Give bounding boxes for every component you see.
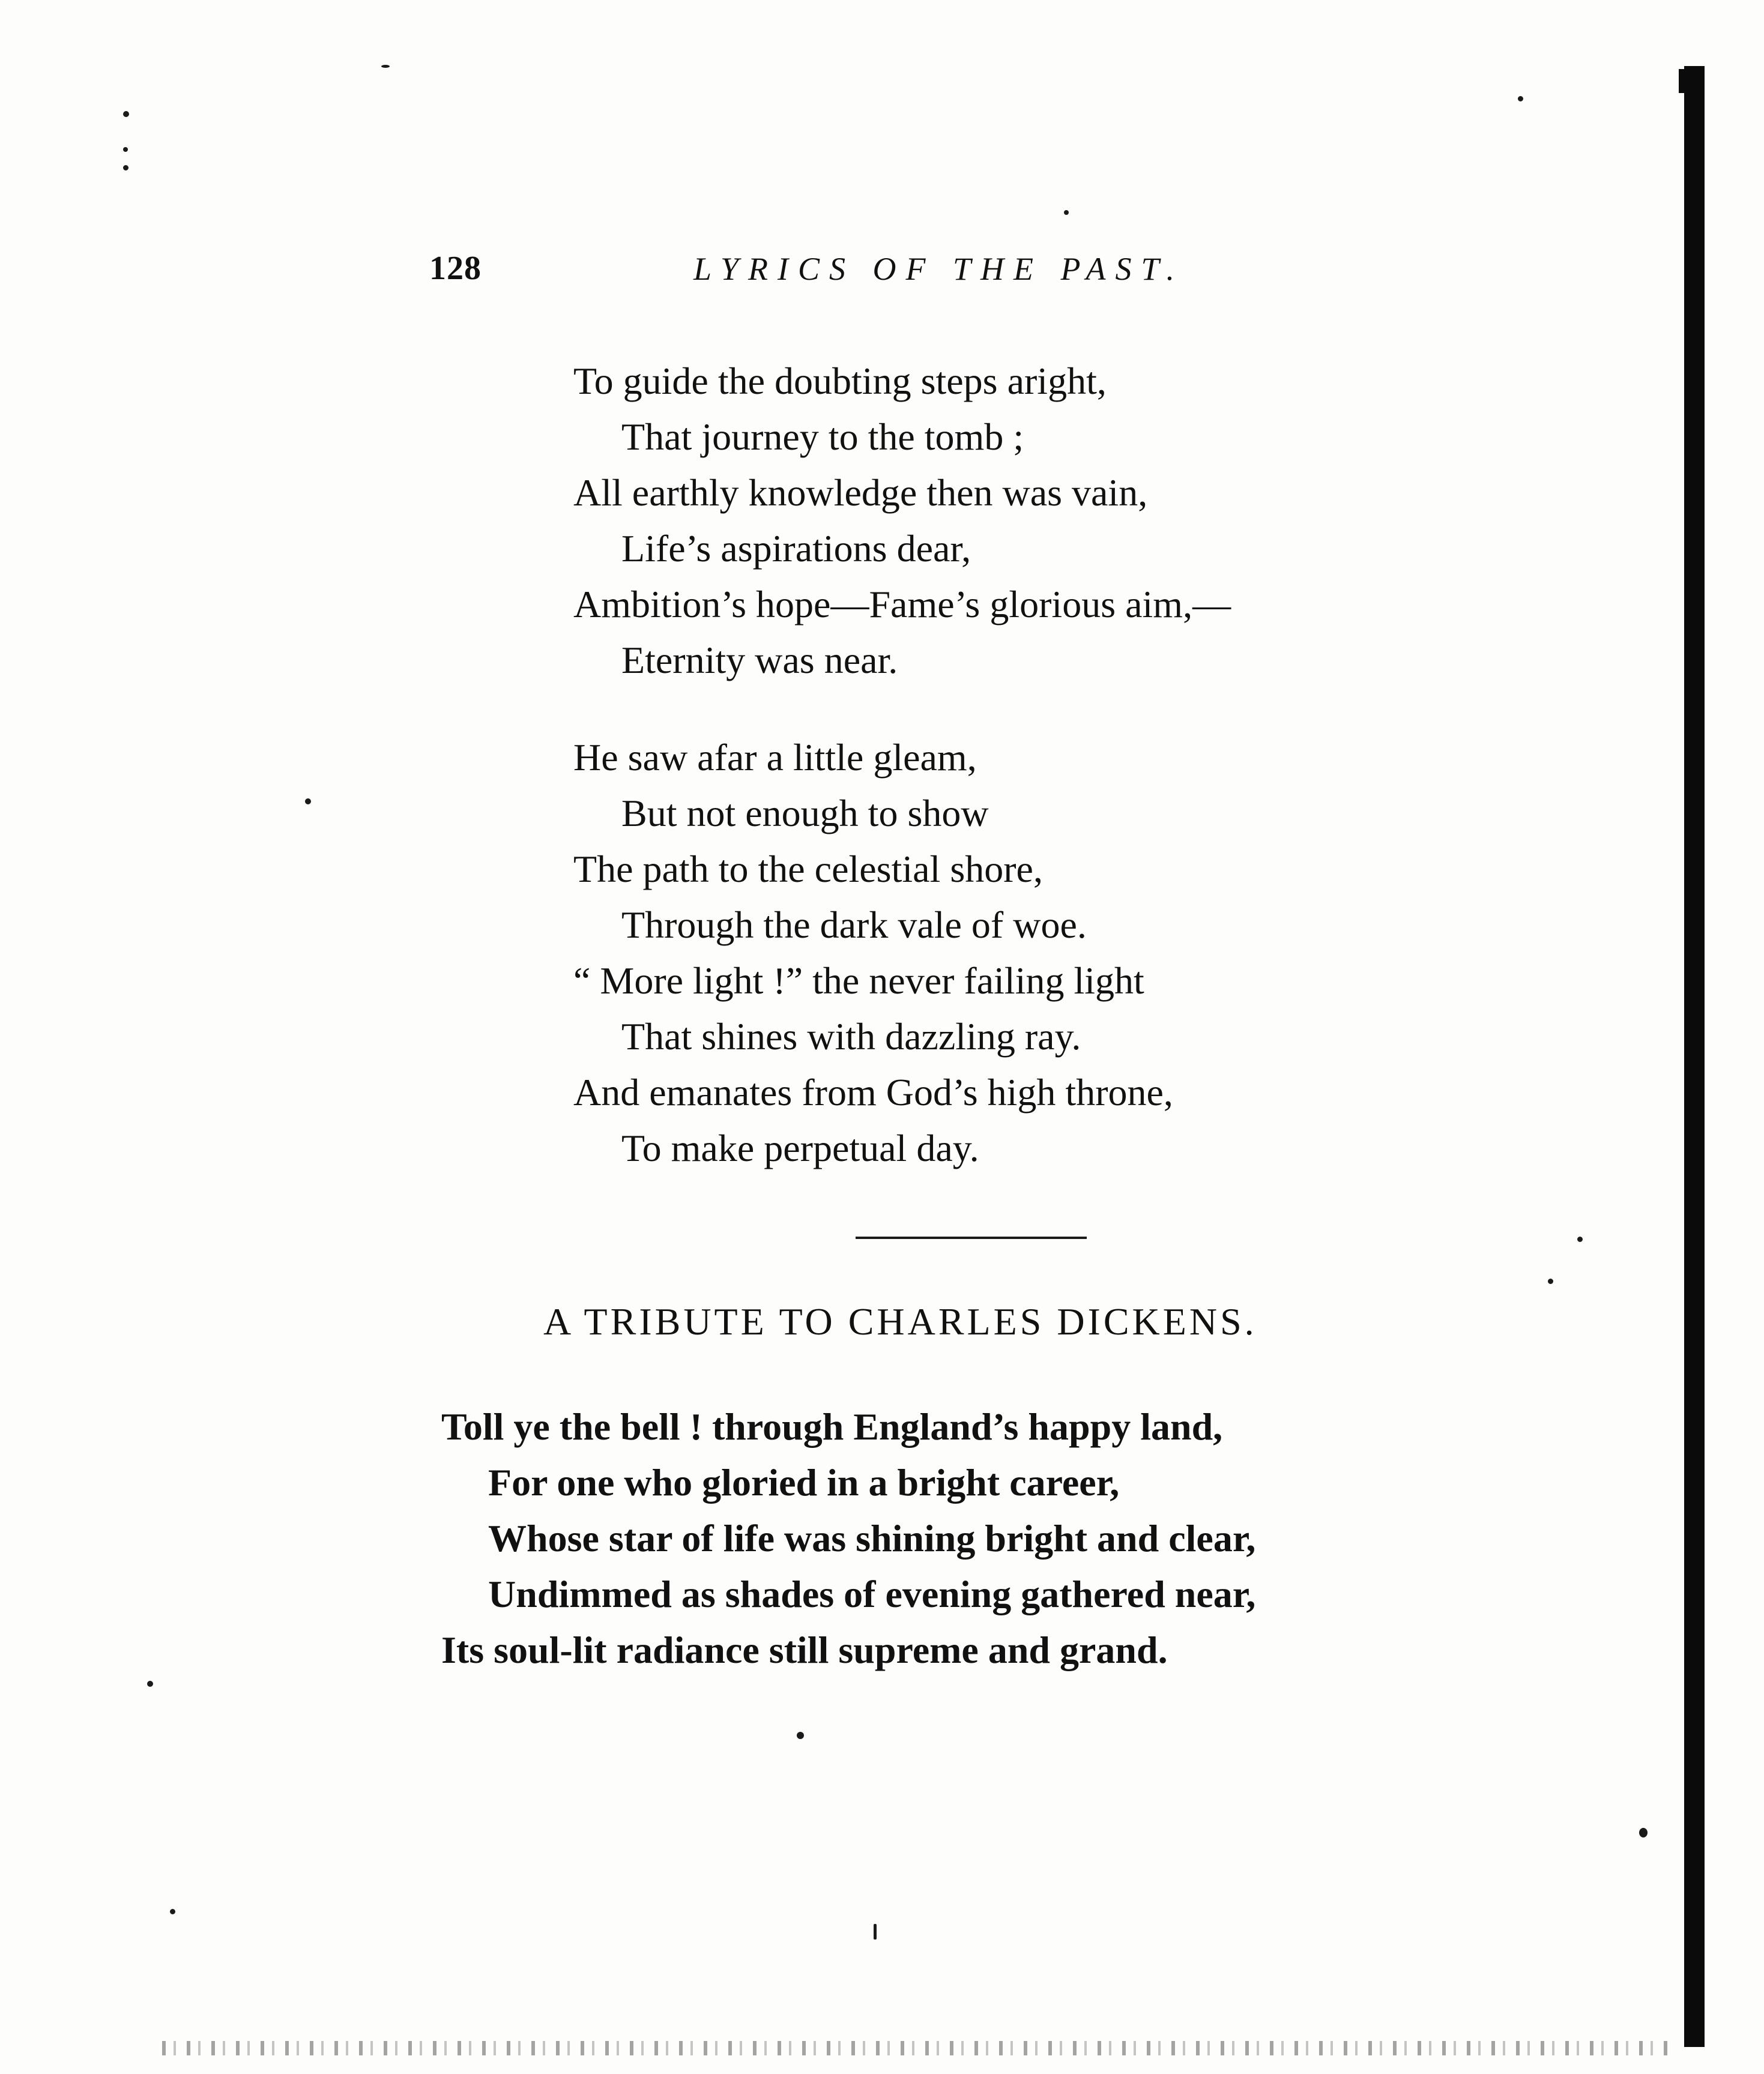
verse-line: Undimmed as shades of evening gathered near,: [488, 1573, 1256, 1615]
verse-line: Through the dark vale of woe.: [621, 903, 1087, 946]
print-speck: [1548, 1279, 1553, 1284]
print-speck: [1577, 1237, 1583, 1242]
print-speck: [123, 111, 129, 117]
verse-line: Whose star of life was shining bright and clear,: [488, 1517, 1256, 1560]
running-head-title: LYRICS OF THE PAST.: [693, 251, 1184, 287]
print-speck: [305, 798, 311, 804]
verse-line: To guide the doubting steps aright,: [573, 360, 1107, 402]
verse-line: But not enough to show: [621, 792, 989, 834]
verse-line: Ambition’s hope—Fame’s glorious aim,—: [573, 583, 1231, 626]
stanza: [441, 1399, 1255, 1678]
verse-line: And emanates from God’s high throne,: [573, 1071, 1173, 1114]
section-divider: [856, 1237, 1087, 1239]
stanza: [573, 353, 1231, 688]
verse-line: For one who gloried in a bright career,: [488, 1461, 1120, 1504]
print-speck: [123, 147, 128, 152]
poem-title: A TRIBUTE TO CHARLES DICKENS.: [543, 1300, 1257, 1343]
print-speck: [1064, 210, 1069, 215]
print-speck: [123, 165, 128, 170]
running-head: [429, 249, 1270, 297]
print-speck: [170, 1909, 175, 1914]
page-binding-edge-notch: [1679, 69, 1687, 93]
verse-line: That journey to the tomb ;: [621, 415, 1024, 458]
print-speck: [147, 1681, 153, 1687]
print-speck: [797, 1732, 804, 1739]
verse-line: Toll ye the bell ! through England’s happy land,: [441, 1405, 1223, 1448]
verse-line: That shines with dazzling ray.: [621, 1015, 1081, 1058]
page-number: 128: [429, 250, 482, 287]
verse-line: Its soul-lit radiance still supreme and grand.: [441, 1629, 1168, 1671]
print-speck: [1639, 1828, 1648, 1837]
print-speck: [381, 65, 390, 68]
verse-line: All earthly knowledge then was vain,: [573, 471, 1148, 514]
verse-line: Eternity was near.: [621, 639, 898, 681]
verse-line: To make perpetual day.: [621, 1127, 979, 1169]
verse-line: Life’s aspirations dear,: [621, 527, 971, 570]
verse-line: “ More light !” the never failing light: [573, 959, 1144, 1002]
print-speck: [1518, 96, 1523, 101]
print-speck: [874, 1924, 877, 1940]
verse-line: He saw afar a little gleam,: [573, 736, 977, 779]
verse-line: The path to the celestial shore,: [573, 848, 1043, 890]
stanza: [573, 729, 1173, 1176]
scan-noise-strip: [162, 2041, 1675, 2055]
page-binding-edge: [1684, 66, 1705, 2047]
